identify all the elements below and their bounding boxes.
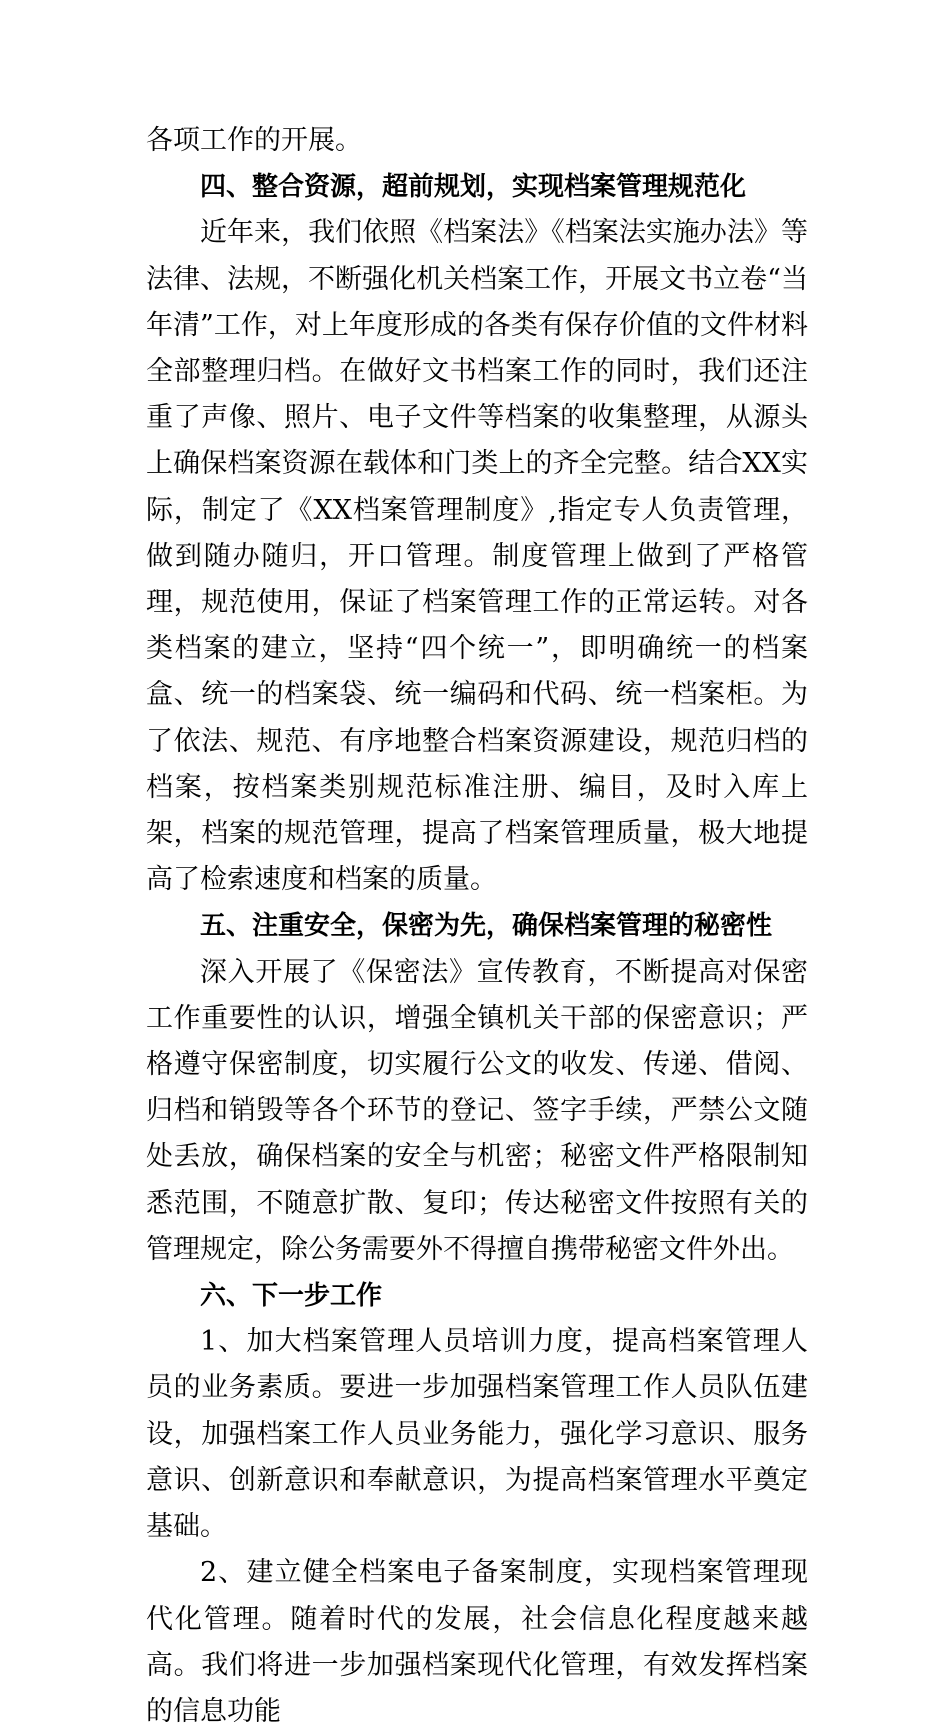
section-5-heading: 五、注重安全，保密为先，确保档案管理的秘密性 xyxy=(200,911,773,942)
section-5-paragraph: 深入开展了《保密法》宣传教育，不断提高对保密工作重要性的认识，增强全镇机关干部的保密意识；严格遵守保密制度，切实履行公文的收发、传递、借阅、归档和销毁等各个环节的登记、签字手续，严禁公文随处丢放，确保档案的安全与机密；秘密文件严格限制知悉范围，不随意扩散、复印；传达秘密文件按照有关的管理规定，除公务需要外不得擅自携带秘密文件外出。 xyxy=(146,956,808,1265)
section-4-heading: 四、整合资源，超前规划，实现档案管理规范化 xyxy=(200,172,747,203)
document-body xyxy=(146,118,808,1735)
section-6-item-1: 1、加大档案管理人员培训力度，提高档案管理人员的业务素质。要进一步加强档案管理工作人员队伍建设，加强档案工作人员业务能力，强化学习意识、服务意识、创新意识和奉献意识，为提高档案管理水平奠定基础。 xyxy=(146,1326,808,1543)
section-6-heading: 六、下一步工作 xyxy=(200,1281,383,1312)
section-6-item-2: 2、建立健全档案电子备案制度，实现档案管理现代化管理。随着时代的发展，社会信息化程度越来越高。我们将进一步加强档案现代化管理，有效发挥档案的信息功能 xyxy=(146,1557,808,1727)
continuation-paragraph: 各项工作的开展。 xyxy=(146,125,362,156)
section-4-paragraph: 近年来，我们依照《档案法》《档案法实施办法》等法律、法规，不断强化机关档案工作，开展文书立卷“当年清”工作，对上年度形成的各类有保存价值的文件材料全部整理归档。在做好文书档案工作的同时，我们还注重了声像、照片、电子文件等档案的收集整理，从源头上确保档案资源在载体和门类上的齐全完整。结合XX实际，制定了《XX档案管理制度》,指定专人负责管理，做到随办随归，开口管理。制度管理上做到了严格管理，规范使用，保证了档案管理工作的正常运转。对各类档案的建立，坚持“四个统一”，即明确统一的档案盒、统一的档案袋、统一编码和代码、统一档案柜。为了依法、规范、有序地整合档案资源建设，规范归档的档案，按档案类别规范标准注册、编目，及时入库上架，档案的规范管理，提高了档案管理质量，极大地提高了检索速度和档案的质量。 xyxy=(146,217,808,896)
